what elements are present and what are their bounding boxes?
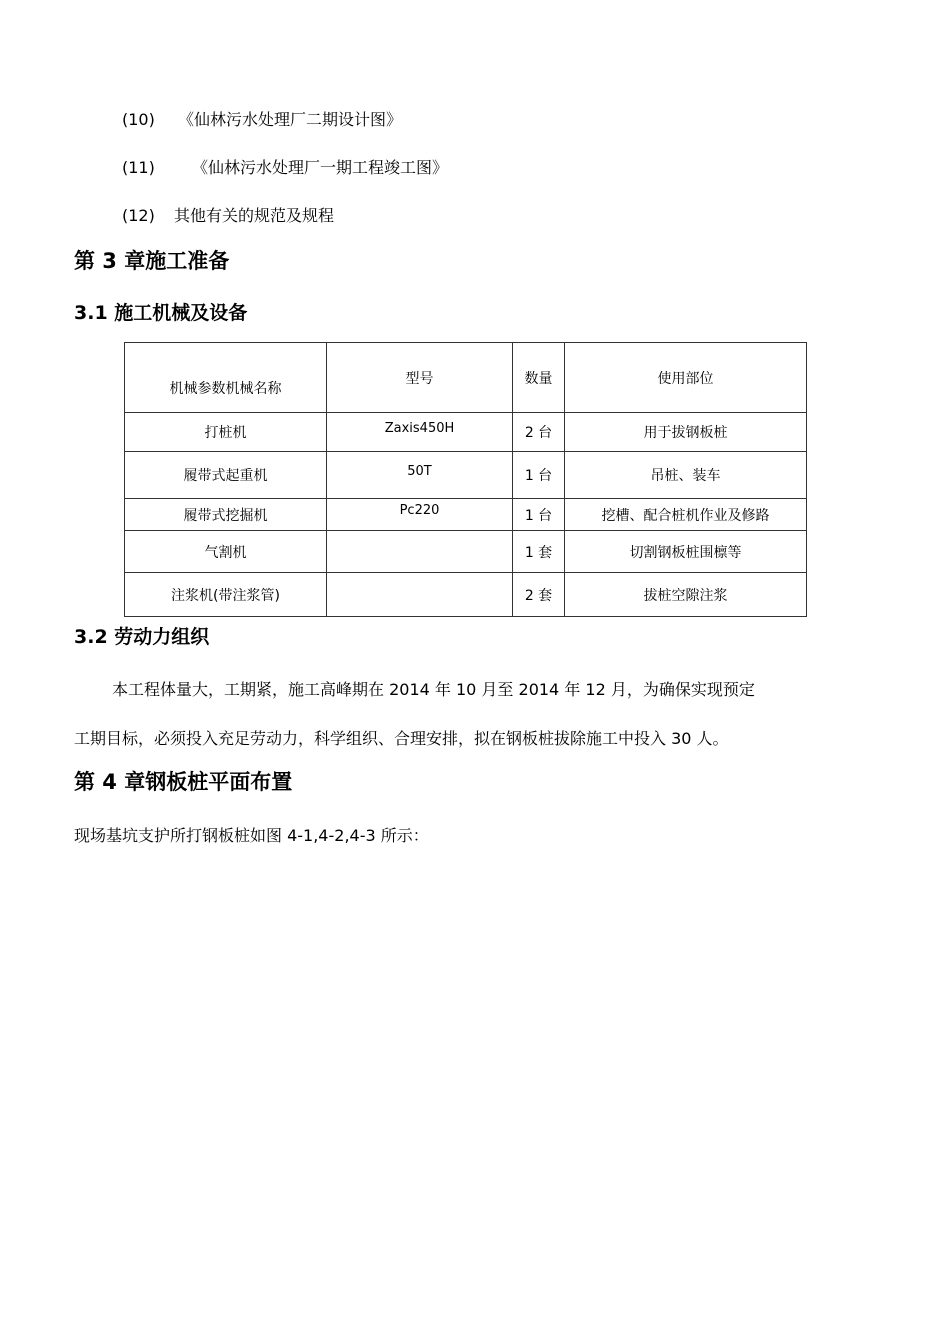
cell-model: Pc220 bbox=[327, 499, 513, 531]
equipment-table bbox=[124, 342, 807, 617]
header-cell-model: 型号 bbox=[327, 343, 513, 413]
paragraph-line: 本工程体量大，工期紧，施工高峰期在 2014 年 10 月至 2014 年 12 月，为确保实现预定 bbox=[112, 680, 755, 699]
reference-text: 其他有关的规范及规程 bbox=[174, 206, 335, 225]
table-row bbox=[125, 452, 807, 499]
table-row bbox=[125, 531, 807, 573]
cell-usage: 拔桩空隙注浆 bbox=[565, 573, 807, 617]
section-3-1-heading: 3.1 施工机械及设备 bbox=[74, 302, 248, 324]
header-cell-quantity: 数量 bbox=[513, 343, 565, 413]
section-3-2-heading: 3.2 劳动力组织 bbox=[74, 626, 210, 648]
table-row bbox=[125, 413, 807, 452]
cell-quantity: 2 台 bbox=[513, 413, 565, 452]
chapter-3-heading: 第 3 章施工准备 bbox=[74, 249, 230, 273]
reference-number: (11) bbox=[122, 158, 155, 177]
table-row bbox=[125, 573, 807, 617]
table-header-row bbox=[125, 343, 807, 413]
cell-quantity: 1 台 bbox=[513, 452, 565, 499]
cell-quantity: 2 套 bbox=[513, 573, 565, 617]
reference-item bbox=[122, 109, 402, 131]
chapter-4-heading: 第 4 章钢板桩平面布置 bbox=[74, 770, 293, 794]
cell-model: 50T bbox=[327, 452, 513, 499]
header-cell-usage: 使用部位 bbox=[565, 343, 807, 413]
paragraph-line: 工期目标，必须投入充足劳动力，科学组织、合理安排，拟在钢板桩拔除施工中投入 30 人。 bbox=[74, 729, 729, 748]
reference-text: 《仙林污水处理厂二期设计图》 bbox=[178, 110, 403, 129]
cell-model bbox=[327, 531, 513, 573]
reference-number: (10) bbox=[122, 110, 155, 129]
cell-quantity: 1 台 bbox=[513, 499, 565, 531]
paragraph-line: 现场基坑支护所打钢板桩如图 4-1,4-2,4-3 所示： bbox=[74, 826, 429, 845]
reference-number: (12) bbox=[122, 206, 155, 225]
cell-name: 注浆机(带注浆管) bbox=[125, 573, 327, 617]
table-row bbox=[125, 499, 807, 531]
cell-quantity: 1 套 bbox=[513, 531, 565, 573]
cell-model: Zaxis450H bbox=[327, 413, 513, 452]
cell-name: 履带式起重机 bbox=[125, 452, 327, 499]
reference-item bbox=[122, 157, 448, 179]
cell-name: 履带式挖掘机 bbox=[125, 499, 327, 531]
cell-usage: 用于拔钢板桩 bbox=[565, 413, 807, 452]
cell-usage: 吊桩、装车 bbox=[565, 452, 807, 499]
reference-item bbox=[122, 205, 334, 227]
reference-text: 《仙林污水处理厂一期工程竣工图》 bbox=[192, 158, 449, 177]
cell-name: 气割机 bbox=[125, 531, 327, 573]
cell-usage: 切割钢板桩围檩等 bbox=[565, 531, 807, 573]
header-cell-name: 机械参数机械名称 bbox=[125, 343, 327, 413]
cell-usage: 挖槽、配合桩机作业及修路 bbox=[565, 499, 807, 531]
cell-name: 打桩机 bbox=[125, 413, 327, 452]
cell-model bbox=[327, 573, 513, 617]
